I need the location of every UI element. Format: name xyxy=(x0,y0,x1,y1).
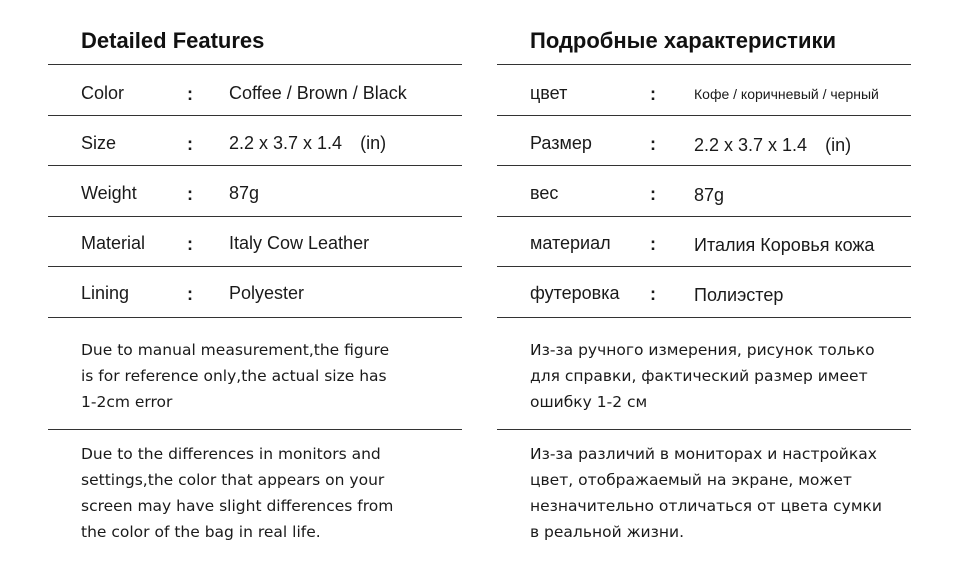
note-line: the color of the bag in real life. xyxy=(81,523,321,541)
spec-colon: : xyxy=(187,184,193,204)
spec-value: 2.2 x 3.7 x 1.4 (in) xyxy=(229,133,387,153)
divider xyxy=(48,165,462,166)
spec-value: Полиэстер xyxy=(694,285,784,305)
spec-value: Coffee / Brown / Black xyxy=(229,83,407,103)
spec-row-material xyxy=(48,218,462,268)
spec-label: Weight xyxy=(81,183,137,203)
spec-label: материал xyxy=(530,233,611,253)
spec-label: Lining xyxy=(81,283,130,303)
divider xyxy=(497,266,911,267)
spec-colon: : xyxy=(650,284,656,304)
spec-colon: : xyxy=(187,284,193,304)
spec-label: цвет xyxy=(530,83,568,103)
spec-row-color xyxy=(48,68,462,118)
english-title: Detailed Features xyxy=(81,28,265,53)
spec-row-size xyxy=(497,118,911,168)
spec-row-weight xyxy=(48,168,462,218)
note-line: Due to the differences in monitors and xyxy=(81,445,381,463)
divider xyxy=(48,64,462,65)
note-line: 1-2cm error xyxy=(81,393,173,411)
note-line: для справки, фактический размер имеет xyxy=(530,367,868,385)
spec-value: 2.2 x 3.7 x 1.4 (in) xyxy=(694,135,852,155)
divider xyxy=(48,429,462,430)
note-line: Из-за различий в мониторах и настройках xyxy=(530,445,877,463)
note-line: Due to manual measurement,the figure xyxy=(81,341,390,359)
spec-label: Color xyxy=(81,83,125,103)
spec-colon: : xyxy=(650,134,656,154)
spec-label: вес xyxy=(530,183,559,203)
divider xyxy=(497,165,911,166)
divider xyxy=(48,317,462,318)
note-line: screen may have slight differences from xyxy=(81,497,394,515)
spec-colon: : xyxy=(187,84,193,104)
color-note xyxy=(81,441,461,545)
spec-colon: : xyxy=(187,234,193,254)
spec-value: Polyester xyxy=(229,283,305,303)
note-line: ошибку 1-2 см xyxy=(530,393,648,411)
spec-colon: : xyxy=(187,134,193,154)
spec-label: Material xyxy=(81,233,146,253)
spec-value: Италия Коровья кожа xyxy=(694,235,875,255)
divider xyxy=(497,317,911,318)
note-line: Из-за ручного измерения, рисунок только xyxy=(530,341,875,359)
spec-label: Size xyxy=(81,133,117,153)
spec-value: 87g xyxy=(229,183,260,203)
note-line: settings,the color that appears on your xyxy=(81,471,385,489)
spec-value: Italy Cow Leather xyxy=(229,233,370,253)
note-line: is for reference only,the actual size has xyxy=(81,367,387,385)
spec-value: Кофе / коричневый / черный xyxy=(694,86,879,102)
divider xyxy=(497,64,911,65)
divider xyxy=(48,216,462,217)
measurement-note xyxy=(530,337,910,415)
spec-value: 87g xyxy=(694,185,725,205)
color-note xyxy=(530,441,910,545)
divider xyxy=(48,266,462,267)
divider xyxy=(48,115,462,116)
spec-colon: : xyxy=(650,84,656,104)
divider xyxy=(497,429,911,430)
divider xyxy=(497,216,911,217)
spec-row-lining xyxy=(497,268,911,318)
measurement-note xyxy=(81,337,461,415)
spec-row-color xyxy=(497,68,911,118)
divider xyxy=(497,115,911,116)
spec-colon: : xyxy=(650,184,656,204)
note-line: в реальной жизни. xyxy=(530,523,685,541)
note-line: незначительно отличаться от цвета сумки xyxy=(530,497,882,515)
spec-colon: : xyxy=(650,234,656,254)
spec-row-weight xyxy=(497,168,911,218)
spec-row-material xyxy=(497,218,911,268)
spec-label: футеровка xyxy=(530,283,620,303)
spec-row-size xyxy=(48,118,462,168)
russian-title: Подробные характеристики xyxy=(530,28,837,53)
spec-row-lining xyxy=(48,268,462,318)
spec-label: Размер xyxy=(530,133,592,153)
note-line: цвет, отображаемый на экране, может xyxy=(530,471,852,489)
